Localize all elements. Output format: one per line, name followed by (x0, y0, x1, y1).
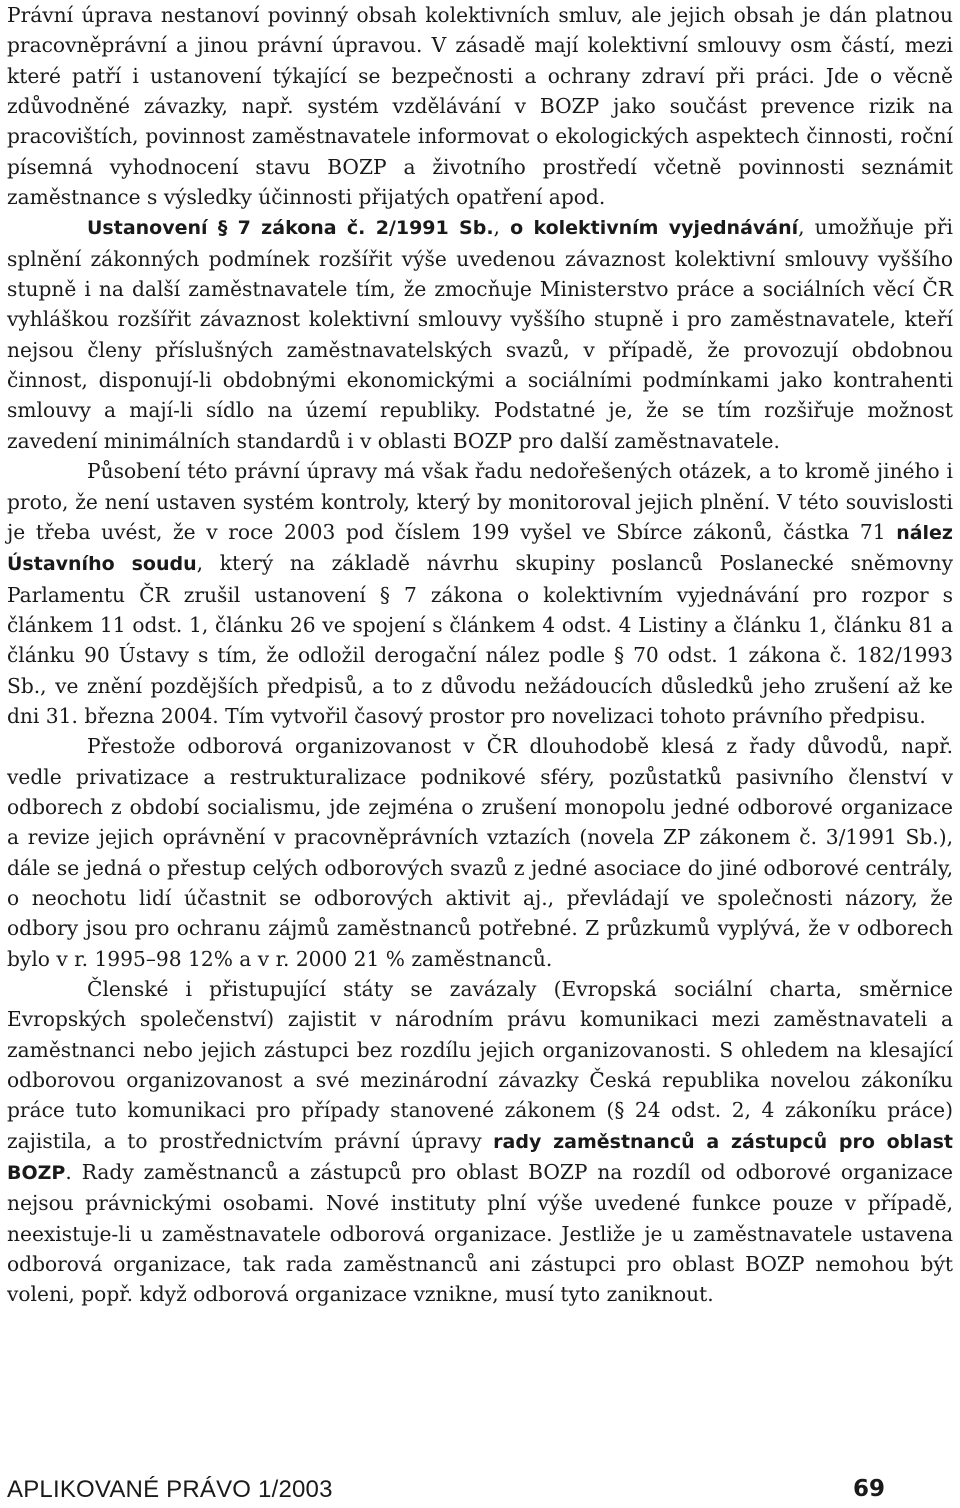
paragraph-1 (7, 0, 953, 212)
paragraph-3-text-after: , který na základě návrhu skupiny poslanců Poslanecké sněmovny Parlamentu ČR zrušil ustanovení § 7 zákona o kolektivním vyjednávání pro rozpor s článkem 11 odst. 1, článku 26 ve spojení s článkem 4 odst. 4 Listiny a článku 1, článku 81 a článku 90 Ústavy s tím, že odložil derogační nález podle § 70 odst. 1 zákona č. 182/1993 Sb., ve znění pozdějších předpisů, a to z důvodu nežádoucích důsledků jeho zrušení až ke dni 31. března 2004. Tím vytvořil časový prostor pro novelizaci tohoto právního předpisu. (7, 551, 953, 728)
paragraph-5-text-after: . Rady zaměstnanců a zástupců pro oblast BOZP na rozdíl od odborové organizace nejsou právnickými osobami. Nové instituty plní výše uvedené funkce pouze v případě, neexistuje-li u zaměstnavatele odborová organizace. Jestliže je u zaměstnavatele ustavena odborová organizace, tak rada zaměstnanců ani zástupci pro oblast BOZP nemohou být voleni, popř. když odborová organizace vznikne, musí tyto zaniknout. (7, 1160, 953, 1307)
paragraph-2-separator: , (493, 215, 511, 240)
paragraph-2-text: , umožňuje při splnění zákonných podmínek rozšířit výše uvedenou závaznost kolektivní smlouvy vyššího stupně i na další zaměstnavatele tím, že zmocňuje Ministerstvo práce a sociálních věcí ČR vyhláškou rozšířit závaznost kolektivní smlouvy vyššího stupně i pro zaměstnavatele, kteří nejsou členy příslušných zaměstnavatelských svazů, v případě, že provozují obdobnou činnost, disponují-li obdobnými ekonomickými a sociálními podmínkami jako kontrahenti smlouvy a mají-li sídlo na území republiky. Podstatné je, že se tím rozšiřuje možnost zavedení minimálních standardů i v oblasti BOZP pro další zaměstnavatele. (7, 215, 953, 453)
paragraph-2 (7, 212, 953, 456)
page-footer (7, 1476, 885, 1508)
paragraph-4-text: Přestože odborová organizovanost v ČR dlouhodobě klesá z řady důvodů, např. vedle privatizace a restrukturalizace podnikové sféry, pozůstatků pasivního členství v odborech z období socialismu, jde zejména o zrušení monopolu jedné odborové organizace a revize jejich oprávnění v pracovněprávních vztazích (novela ZP zákonem č. 3/1991 Sb.), dále se jedná o přestup celých odborových svazů z jedné asociace do jiné odborové centrály, o neochotu lidí účastnit se odborových aktivit aj., převládají ve společnosti názory, že odbory jsou pro ochranu zájmů zaměstnanců potřebné. Z průzkumů vyplývá, že v odborech bylo v r. 1995–98 12% a v r. 2000 21 % zaměstnanců. (7, 734, 953, 971)
paragraph-3-text-before: Působení této právní úpravy má však řadu nedořešených otázek, a to kromě jiného i proto, že není ustaven systém kontroly, který by monitoroval jejich plnění. V této souvislosti je třeba uvést, že v roce 2003 pod číslem 199 vyšel ve Sbírce zákonů, částka 71 (7, 459, 953, 544)
journal-title: APLIKOVANÉ PRÁVO 1/2003 (7, 1476, 333, 1503)
paragraph-3-court-ruling: nález Ústavního soudu (7, 521, 953, 576)
paragraph-5-councils-term: rady zaměstnanců a zástupců pro oblast BOZP (7, 1130, 953, 1185)
paragraph-2-law-title: o kolektivním vyjednávání (510, 217, 799, 240)
page-number: 69 (852, 1476, 885, 1502)
article-body (7, 0, 953, 1310)
paragraph-1-text: Právní úprava nestanoví povinný obsah kolektivních smluv, ale jejich obsah je dán platnou pracovněprávní a jinou právní úpravou. V zásadě mají kolektivní smlouvy osm částí, mezi které patří i ustanovení týkající se bezpečnosti a ochrany zdraví při práci. Jde o věcně zdůvodněné závazky, např. systém vzdělávání v BOZP jako součást prevence rizik na pracovištích, povinnost zaměstnavatele informovat o ekologických aspektech činnosti, roční písemná vyhodnocení stavu BOZP a životního prostředí včetně povinnosti seznámit zaměstnance s výsledky účinnosti přijatých opatření apod. (7, 3, 953, 210)
paragraph-2-law-reference: Ustanovení § 7 zákona č. 2/1991 Sb. (87, 217, 494, 240)
paragraph-5-text-before: Členské i přistupující státy se zavázaly (Evropská sociální charta, směrnice Evropských společenství) zajistit v národním právu komunikaci mezi zaměstnavateli a zaměstnanci nebo jejich zástupci bez rozdílu jejich organizovanosti. S ohledem na klesající odborovou organizovanost a své mezinárodní závazky Česká republika novelou zákoníku práce tuto komunikaci pro případy stanovené zákonem (§ 24 odst. 2, 4 zákoníku práce) zajistila, a to prostřednictvím právní úpravy (7, 977, 953, 1153)
paragraph-3 (7, 456, 953, 731)
paragraph-4 (7, 731, 953, 974)
paragraph-5 (7, 974, 953, 1310)
